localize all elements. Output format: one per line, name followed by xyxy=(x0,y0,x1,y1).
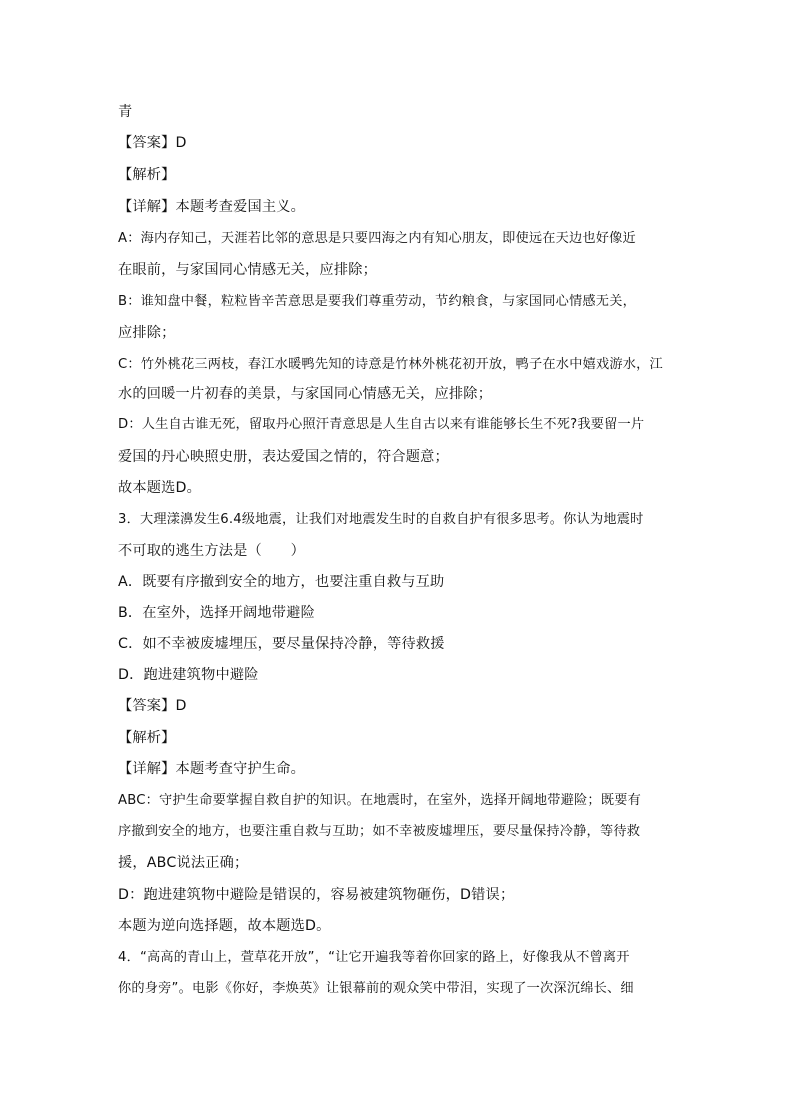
question-text: 不可取的逃生方法是（ ） xyxy=(118,543,306,559)
text-line: D：跑进建筑物中避险是错误的，容易被建筑物砸伤，D错误； xyxy=(118,887,515,903)
text-line: 本题为逆向选择题，故本题选D。 xyxy=(118,918,331,934)
answer-label: 【答案】D xyxy=(118,135,187,151)
text-line: 序撤到安全的地方，也要注重自救与互助；如不幸被废墟埋压，要尽量保持冷静，等待救 xyxy=(118,824,641,839)
text-line: 援，ABC说法正确； xyxy=(118,855,249,871)
text-line: 爱国的丹心映照史册，表达爱国之情的，符合题意； xyxy=(118,449,449,465)
text-line: 水的回暖一片初春的美景，与家国同心情感无关，应排除； xyxy=(118,386,493,402)
option-c: C．如不幸被废墟埋压，要尽量保持冷静，等待救援 xyxy=(118,636,445,652)
detail-label: 【详解】本题考查爱国主义。 xyxy=(118,199,306,215)
option-a: A．既要有序撤到安全的地方，也要注重自救与互助 xyxy=(118,574,445,590)
text-line: B：谁知盘中餐，粒粒皆辛苦意思是要我们尊重劳动，节约粮食，与家国同心情感无关， xyxy=(118,294,636,309)
text-line: D：人生自古谁无死，留取丹心照汗青意思是人生自古以来有谁能够长生不死?我要留一片 xyxy=(118,417,645,432)
question-text: 你的身旁”。电影《你好，李焕英》让银幕前的观众笑中带泪，实现了一次深沉绵长、细 xyxy=(118,981,634,996)
text-line: A：海内存知己，天涯若比邻的意思是只要四海之内有知心朋友，即使远在天边也好像近 xyxy=(118,231,636,246)
text-line: 故本题选D。 xyxy=(118,480,202,496)
option-d: D．跑进建筑物中避险 xyxy=(118,667,259,683)
question-text: 4．“高高的青山上，萱草花开放”，“让它开遍我等着你回家的路上，好像我从不曾离开 xyxy=(118,950,630,965)
text-line: 在眼前，与家国同心情感无关，应排除； xyxy=(118,262,377,278)
analysis-label: 【解析】 xyxy=(118,730,176,746)
option-b: B．在室外，选择开阔地带避险 xyxy=(118,605,315,621)
analysis-label: 【解析】 xyxy=(118,167,176,183)
detail-label: 【详解】本题考查守护生命。 xyxy=(118,761,306,777)
text-line: ABC：守护生命要掌握自救自护的知识。在地震时，在室外，选择开阔地带避险；既要有 xyxy=(118,793,641,808)
text-line: 青 xyxy=(118,104,133,120)
answer-label: 【答案】D xyxy=(118,698,187,714)
text-line: 应排除； xyxy=(118,325,176,341)
question-text: 3．大理漾濞发生6.4级地震，让我们对地震发生时的自救自护有很多思考。你认为地震时 xyxy=(118,512,644,527)
text-line: C：竹外桃花三两枝，春江水暖鸭先知的诗意是竹林外桃花初开放，鸭子在水中嬉戏游水，江 xyxy=(118,357,663,372)
